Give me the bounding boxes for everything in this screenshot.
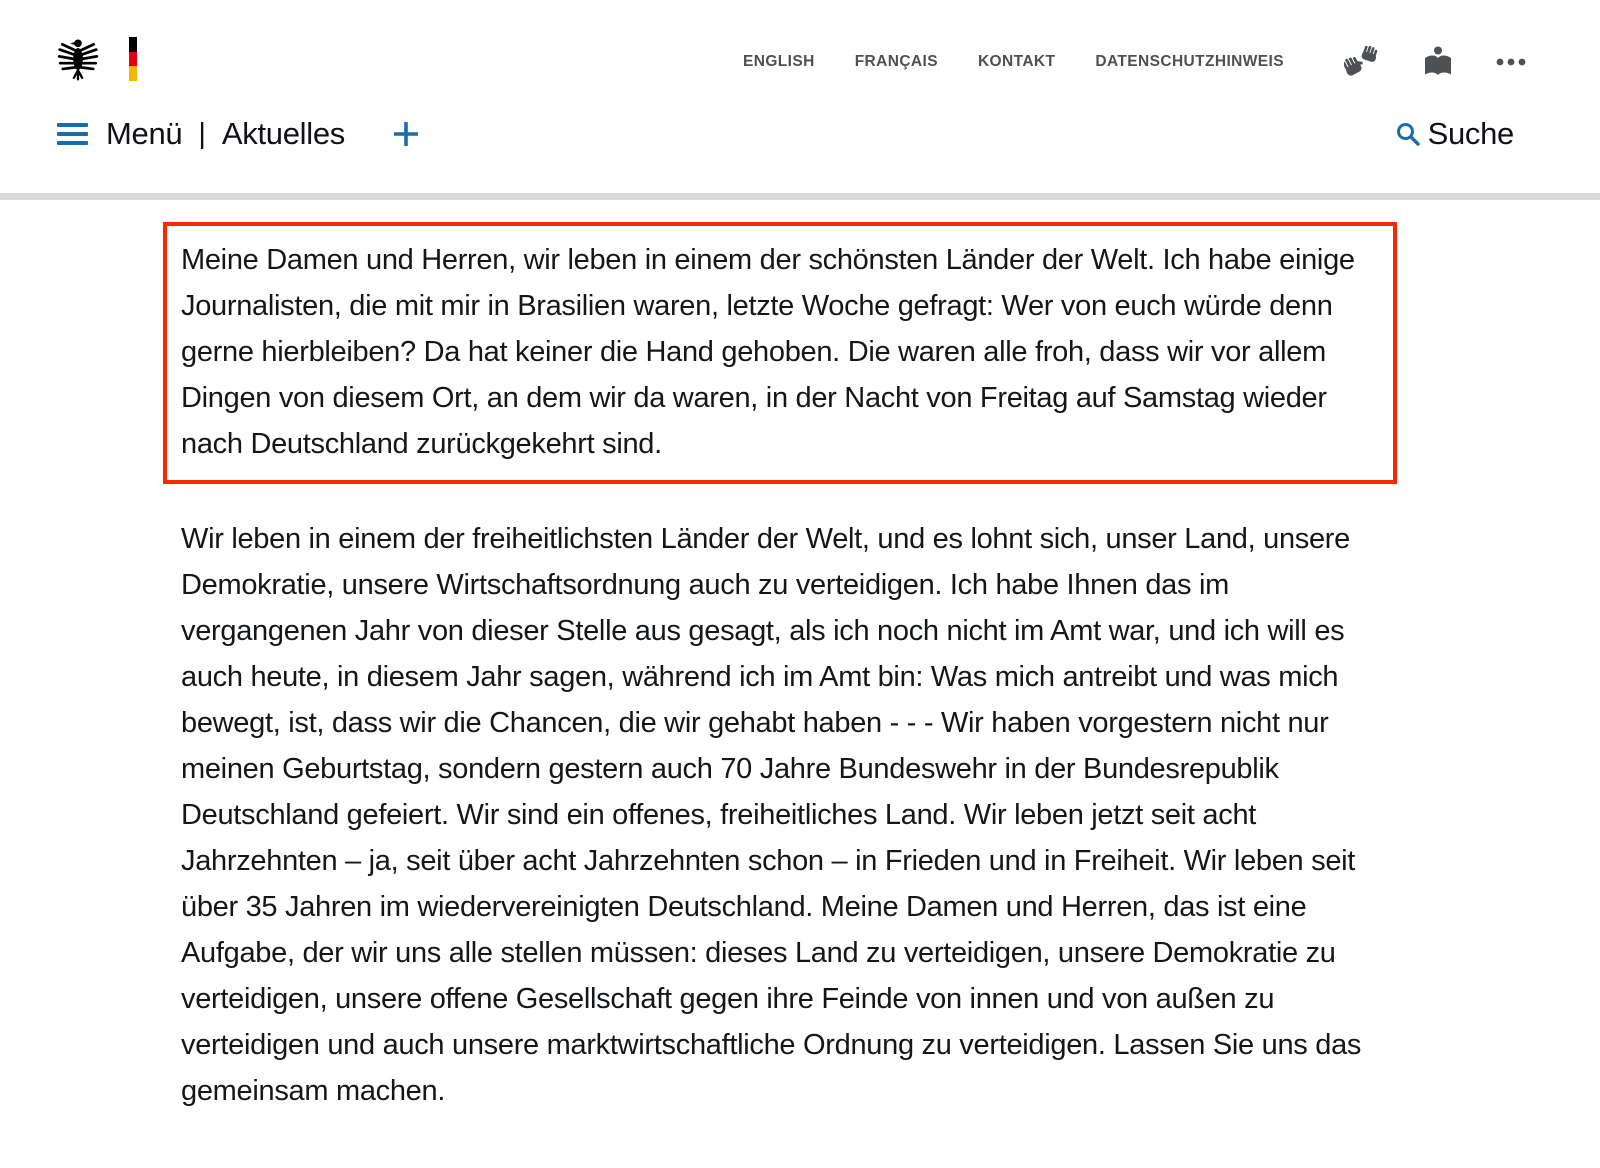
federal-government-logo[interactable] — [57, 36, 137, 82]
nav-link-datenschutzhinweis[interactable]: DATENSCHUTZHINWEIS — [1095, 53, 1284, 70]
header-divider — [0, 193, 1600, 200]
plus-icon[interactable] — [393, 121, 419, 147]
search-icon — [1396, 122, 1420, 146]
nav-link-francais[interactable]: FRANÇAIS — [854, 53, 938, 70]
nav-link-english[interactable]: ENGLISH — [742, 53, 815, 70]
highlighted-paragraph: Meine Damen und Herren, wir leben in einem der schönsten Länder der Welt. Ich habe einige Journalisten, die mit mir in Brasilien waren, letzte Woche gefragt: Wer von euch würde denn gerne hierbleiben? Da hat keiner die Hand gehoben. Die waren alle froh, dass wir vor allem Dingen von diesem Ort, an dem wir da waren, in der Nacht von Freitag auf Samstag wieder nach Deutschland zurückgekehrt sind. — [181, 244, 1355, 460]
sign-language-icon[interactable] — [1344, 46, 1380, 78]
menu-separator: | — [198, 117, 206, 150]
menu-toggle-icon[interactable] — [57, 119, 88, 149]
annotation-highlight-box — [163, 222, 1397, 484]
bundesadler-eagle-icon — [57, 36, 99, 82]
search-button[interactable] — [1396, 116, 1514, 152]
flag-stripe — [129, 37, 137, 81]
main-menu-bar — [57, 116, 419, 152]
nav-link-kontakt[interactable]: KONTAKT — [977, 53, 1056, 70]
easy-language-icon[interactable] — [1422, 46, 1454, 78]
search-label: Suche — [1427, 116, 1514, 151]
breadcrumb-section-aktuelles[interactable]: Aktuelles — [221, 116, 345, 151]
menu-label[interactable]: Menü — [106, 116, 183, 151]
service-navigation — [703, 46, 1526, 78]
more-options-icon[interactable] — [1496, 58, 1526, 66]
article-content — [0, 200, 1600, 1114]
site-header — [0, 0, 1600, 193]
speech-paragraph: Wir leben in einem der freiheitlichsten Länder der Welt, und es lohnt sich, unser Land, unsere Demokratie, unsere Wirtschaftsordnung auch zu verteidigen. Ich habe Ihnen das im vergangenen Jahr von dieser Stelle aus gesagt, als ich noch nicht im Amt war, und ich will es auch heute, in diesem Jahr sagen, während ich im Amt bin: Was mich antreibt und was mich bewegt, ist, dass wir die Chancen, die wir gehabt haben - - - Wir haben vorgestern nicht nur meinen Geburtstag, sondern gestern auch 70 Jahre Bundeswehr in der Bundesrepublik Deutschland gefeiert. Wir sind ein offenes, freiheitliches Land. Wir leben jetzt seit acht Jahrzehnten – ja, seit über acht Jahrzehnten schon – in Frieden und in Freiheit. Wir leben seit über 35 Jahren im wiedervereinigten Deutschland. Meine Damen und Herren, das ist eine Aufgabe, der wir uns alle stellen müssen: dieses Land zu verteidigen, unsere Demokratie zu verteidigen, unsere offene Gesellschaft gegen ihre Feinde von innen und von außen zu verteidigen und auch unsere marktwirtschaftliche Ordnung zu verteidigen. Lassen Sie uns das gemeinsam machen. — [181, 523, 1362, 1107]
accessibility-icons — [1302, 46, 1526, 78]
